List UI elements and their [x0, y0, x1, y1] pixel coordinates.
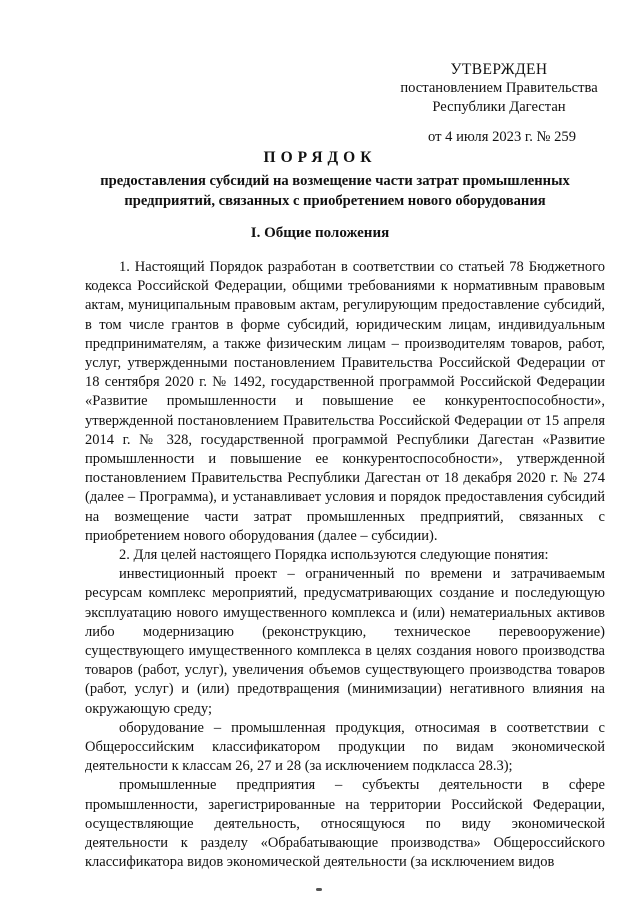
paragraph-definition-investment-project: инвестиционный проект – ограниченный по времени и затрачиваемым ресурсам комплекс мероприятий, предусматривающих создание и последующую эксплуатацию нового имущественного комплекса и (или) нематериальных активов либо модернизацию (реконструкцию, техническое перевооружение) существующего имущественного комплекса в целях создания нового производства товаров (работ, услуг), увеличения объемов существующего производства товаров (работ, услуг) и (или) предотвращения (минимизации) негативного влияния на окружающую среду;	[85, 566, 605, 717]
document-body	[85, 258, 605, 873]
document-title: ПОРЯДОК	[263, 149, 377, 166]
approval-title: УТВЕРЖДЕН	[450, 61, 548, 78]
approval-line-2: Республики Дагестан	[432, 99, 566, 115]
approval-date: от 4 июля 2023 г. № 259	[428, 129, 577, 145]
scan-mark	[316, 888, 322, 891]
paragraph-1: 1. Настоящий Порядок разработан в соответствии со статьей 78 Бюджетного кодекса Российской Федерации, общими требованиями к нормативным правовым актам, муниципальным правовым актам, регулирующим предоставление субсидий, в том числе грантов в форме субсидий, юридическим лицам, индивидуальным предпринимателям, а также физическим лицам – производителям товаров, работ, услуг, утвержденными постановлением Правительства Российской Федерации от 18 сентября 2020 г. № 1492, государственной программой Российской Федерации «Развитие промышленности и повышение ее конкурентоспособности», утвержденной постановлением Правительства Российской Федерации от 15 апреля 2014 г. № 328, государственной программой Республики Дагестан «Развитие промышленности и повышение ее конкурентоспособности», утвержденной постановлением Правительства Республики Дагестан от 18 декабря 2020 г. № 274 (далее – Программа), и устанавливает условия и порядок предоставления субсидий на возмещение части затрат промышленных предприятий, связанных с приобретением нового оборудования (далее – субсидии).	[85, 259, 605, 544]
approval-line-1: постановлением Правительства	[400, 80, 598, 96]
paragraph-definition-equipment: оборудование – промышленная продукция, относимая в соответствии с Общероссийским классификатором продукции по видам экономической деятельности к классам 26, 27 и 28 (за исключением подкласса 28.3);	[85, 719, 605, 775]
section-heading: I. Общие положения	[250, 225, 390, 241]
paragraph-definition-industrial-enterprises: промышленные предприятия – субъекты деятельности в сфере промышленности, зарегистрированные на территории Российской Федерации, осуществляющие деятельность, относящуюся по виду экономической деятельности к разделу «Обрабатывающие производства» Общероссийского классификатора видов экономической деятельности (за исключением видов	[85, 777, 605, 871]
approval-block	[384, 60, 614, 117]
paragraph-2: 2. Для целей настоящего Порядка используются следующие понятия:	[119, 547, 549, 564]
document-subtitle: предоставления субсидий на возмещение части затрат промышленных предприятий, связанных с приобретением нового оборудования	[100, 173, 570, 209]
